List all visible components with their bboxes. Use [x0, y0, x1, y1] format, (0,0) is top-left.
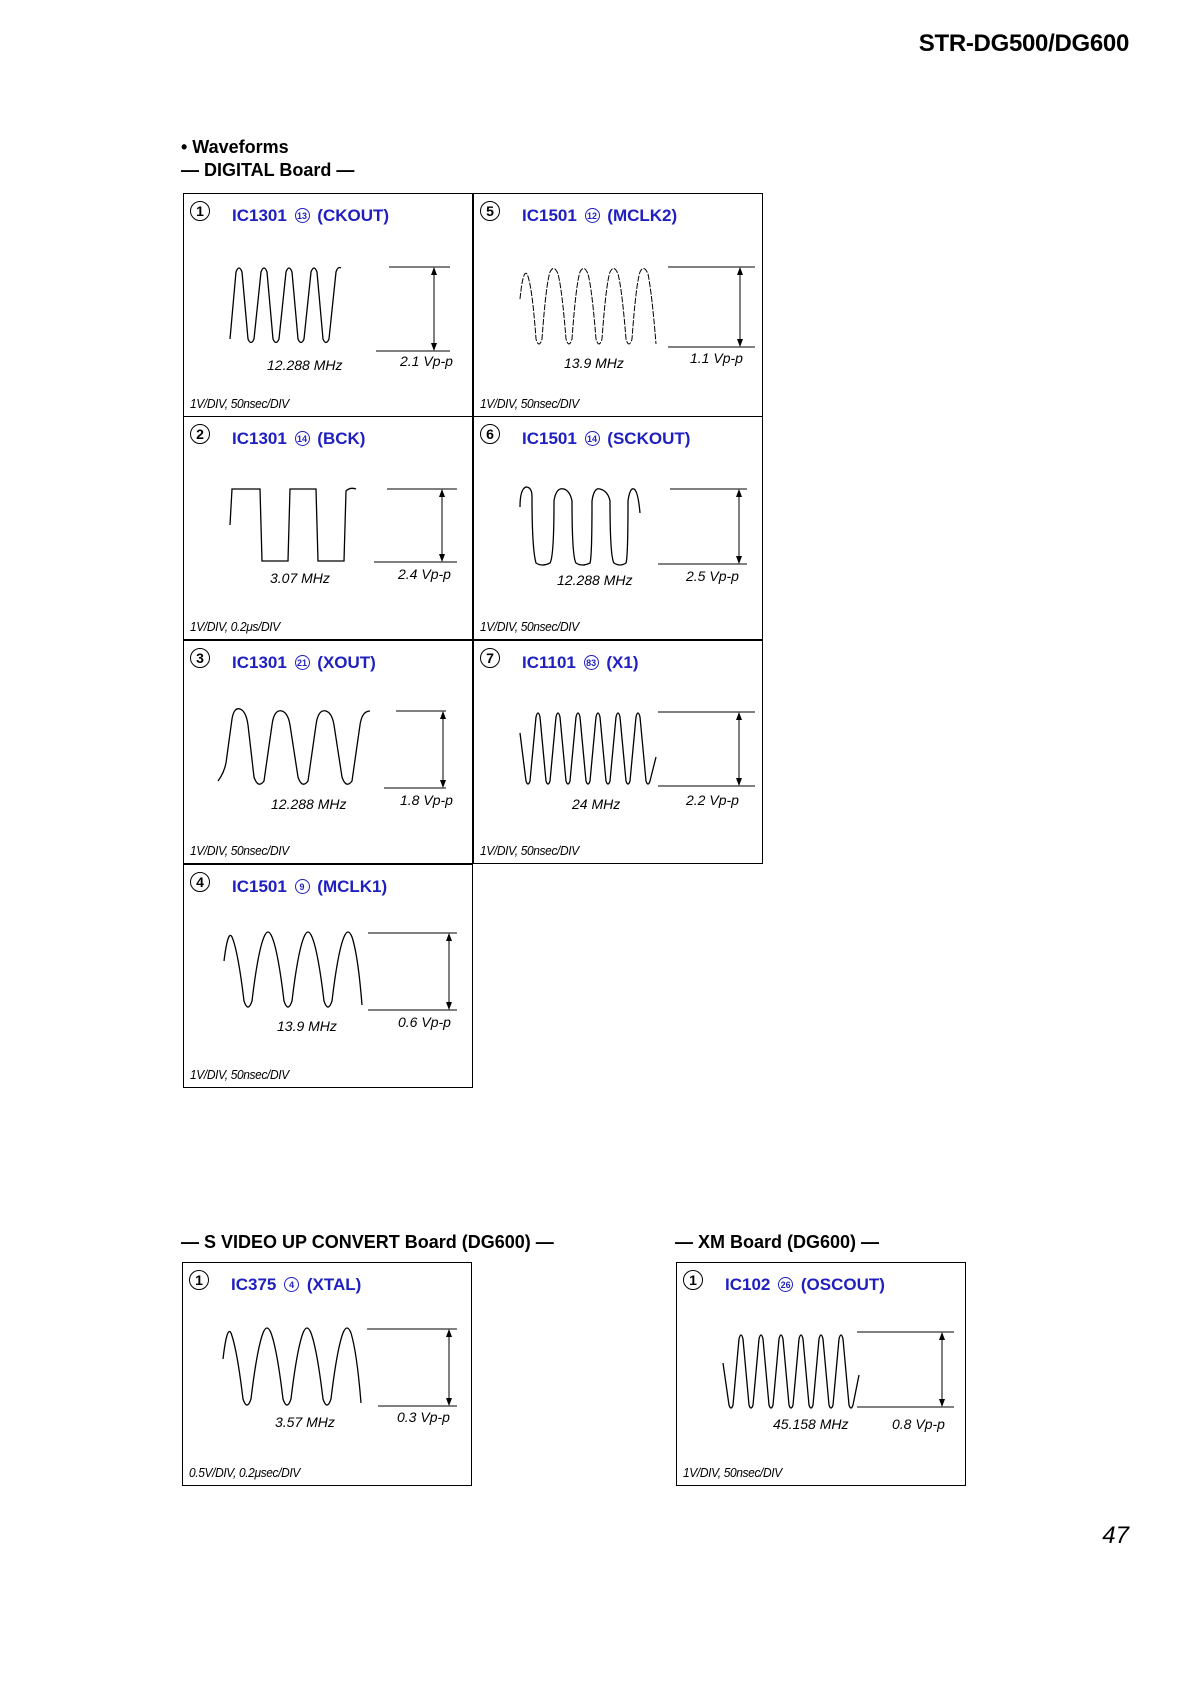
scale-label: 1V/DIV, 50nsec/DIV [190, 1067, 289, 1082]
arrowhead-up [737, 267, 743, 275]
waveform-trace [224, 932, 362, 1007]
amplitude-label: 2.2 Vp-p [686, 792, 739, 808]
frequency-label: 12.288 MHz [267, 357, 343, 373]
pin-number: 14 [585, 431, 600, 446]
pin-number: 12 [585, 208, 600, 223]
arrowhead-up [439, 489, 445, 497]
arrowhead-down [736, 556, 742, 564]
panel-number-badge: 5 [480, 201, 500, 221]
document-model-title: STR-DG500/DG600 [918, 30, 1129, 57]
scale-label: 0.5V/DIV, 0.2μsec/DIV [189, 1465, 300, 1480]
waveform-trace [520, 268, 656, 344]
waveform-panel-d1 [183, 193, 473, 417]
panel-title: IC1501 9 (MCLK1) [232, 877, 388, 896]
waveform-trace [218, 709, 370, 784]
panel-number-badge: 4 [190, 872, 210, 892]
panel-number-badge: 1 [189, 1270, 209, 1290]
scale-label: 1V/DIV, 50nsec/DIV [683, 1465, 782, 1480]
pin-number: 26 [778, 1277, 793, 1292]
scale-label: 1V/DIV, 50nsec/DIV [190, 396, 289, 411]
arrowhead-down [939, 1399, 945, 1407]
amplitude-label: 2.1 Vp-p [400, 353, 453, 369]
pin-number: 4 [284, 1277, 299, 1292]
frequency-label: 45.158 MHz [773, 1416, 849, 1432]
arrowhead-down [736, 778, 742, 786]
scale-label: 1V/DIV, 50nsec/DIV [480, 619, 579, 634]
panel-title: IC1301 21 (XOUT) [232, 653, 376, 672]
page-number: 47 [1102, 1522, 1129, 1549]
amplitude-label: 2.5 Vp-p [686, 568, 739, 584]
amplitude-label: 1.8 Vp-p [400, 792, 453, 808]
waveform-graph [474, 417, 764, 641]
waveform-graph [677, 1263, 967, 1487]
amplitude-label: 0.6 Vp-p [398, 1014, 451, 1030]
waveform-trace [230, 268, 341, 343]
waveform-trace [520, 487, 640, 565]
waveform-panel-d6 [473, 416, 763, 640]
waveform-graph [474, 641, 764, 865]
panel-number-badge: 3 [190, 648, 210, 668]
arrowhead-up [736, 489, 742, 497]
scale-label: 1V/DIV, 0.2μs/DIV [190, 619, 280, 634]
waveform-graph [183, 1263, 473, 1487]
pin-number: 13 [295, 208, 310, 223]
panel-title: IC375 4 (XTAL) [231, 1275, 362, 1294]
waveform-panel-d3 [183, 640, 473, 864]
panel-title: IC1301 13 (CKOUT) [232, 206, 390, 225]
waveform-trace [230, 488, 356, 561]
waveform-panel-d2 [183, 416, 473, 640]
arrowhead-down [446, 1002, 452, 1010]
waveforms-heading: • Waveforms [181, 137, 289, 157]
waveform-panel-d7 [473, 640, 763, 864]
amplitude-label: 1.1 Vp-p [690, 350, 743, 366]
frequency-label: 24 MHz [572, 796, 621, 812]
panel-number-badge: 1 [683, 1270, 703, 1290]
arrowhead-down [431, 343, 437, 351]
frequency-label: 3.57 MHz [275, 1414, 335, 1430]
pin-number: 83 [584, 655, 599, 670]
waveform-panel-x1 [676, 1262, 966, 1486]
scale-label: 1V/DIV, 50nsec/DIV [480, 396, 579, 411]
waveform-graph [184, 417, 474, 641]
panel-title: IC1301 14 (BCK) [232, 429, 366, 448]
arrowhead-up [446, 933, 452, 941]
panel-number-badge: 1 [190, 201, 210, 221]
arrowhead-up [446, 1329, 452, 1337]
waveform-graph [184, 641, 474, 865]
frequency-label: 13.9 MHz [277, 1018, 337, 1034]
panel-number-badge: 2 [190, 424, 210, 444]
arrowhead-up [939, 1332, 945, 1340]
arrowhead-up [431, 267, 437, 275]
frequency-label: 13.9 MHz [564, 355, 624, 371]
scale-label: 1V/DIV, 50nsec/DIV [190, 843, 289, 858]
waveform-panel-s1 [182, 1262, 472, 1486]
waveform-trace [223, 1328, 361, 1405]
arrowhead-down [440, 780, 446, 788]
scale-label: 1V/DIV, 50nsec/DIV [480, 843, 579, 858]
amplitude-label: 0.3 Vp-p [397, 1409, 450, 1425]
waveform-trace [520, 713, 656, 784]
waveform-graph [184, 865, 474, 1089]
panel-title: IC1501 12 (MCLK2) [522, 206, 678, 225]
digital-board-heading: — DIGITAL Board — [181, 160, 355, 180]
frequency-label: 3.07 MHz [270, 570, 330, 586]
waveform-trace [723, 1335, 859, 1408]
xm-board-heading: — XM Board (DG600) — [675, 1232, 880, 1252]
svideo-board-heading: — S VIDEO UP CONVERT Board (DG600) — [181, 1232, 554, 1252]
arrowhead-down [737, 339, 743, 347]
amplitude-label: 0.8 Vp-p [892, 1416, 945, 1432]
panel-title: IC1501 14 (SCKOUT) [522, 429, 691, 448]
panel-number-badge: 6 [480, 424, 500, 444]
frequency-label: 12.288 MHz [271, 796, 347, 812]
waveform-graph [474, 194, 764, 418]
waveform-graph [184, 194, 474, 418]
pin-number: 9 [295, 879, 310, 894]
frequency-label: 12.288 MHz [557, 572, 633, 588]
amplitude-label: 2.4 Vp-p [398, 566, 451, 582]
pin-number: 21 [295, 655, 310, 670]
waveform-panel-d4 [183, 864, 473, 1088]
arrowhead-down [446, 1398, 452, 1406]
arrowhead-down [439, 554, 445, 562]
waveform-panel-d5 [473, 193, 763, 417]
arrowhead-up [440, 711, 446, 719]
pin-number: 14 [295, 431, 310, 446]
panel-number-badge: 7 [480, 648, 500, 668]
panel-title: IC1101 83 (X1) [522, 653, 639, 672]
arrowhead-up [736, 712, 742, 720]
panel-title: IC102 26 (OSCOUT) [725, 1275, 885, 1294]
